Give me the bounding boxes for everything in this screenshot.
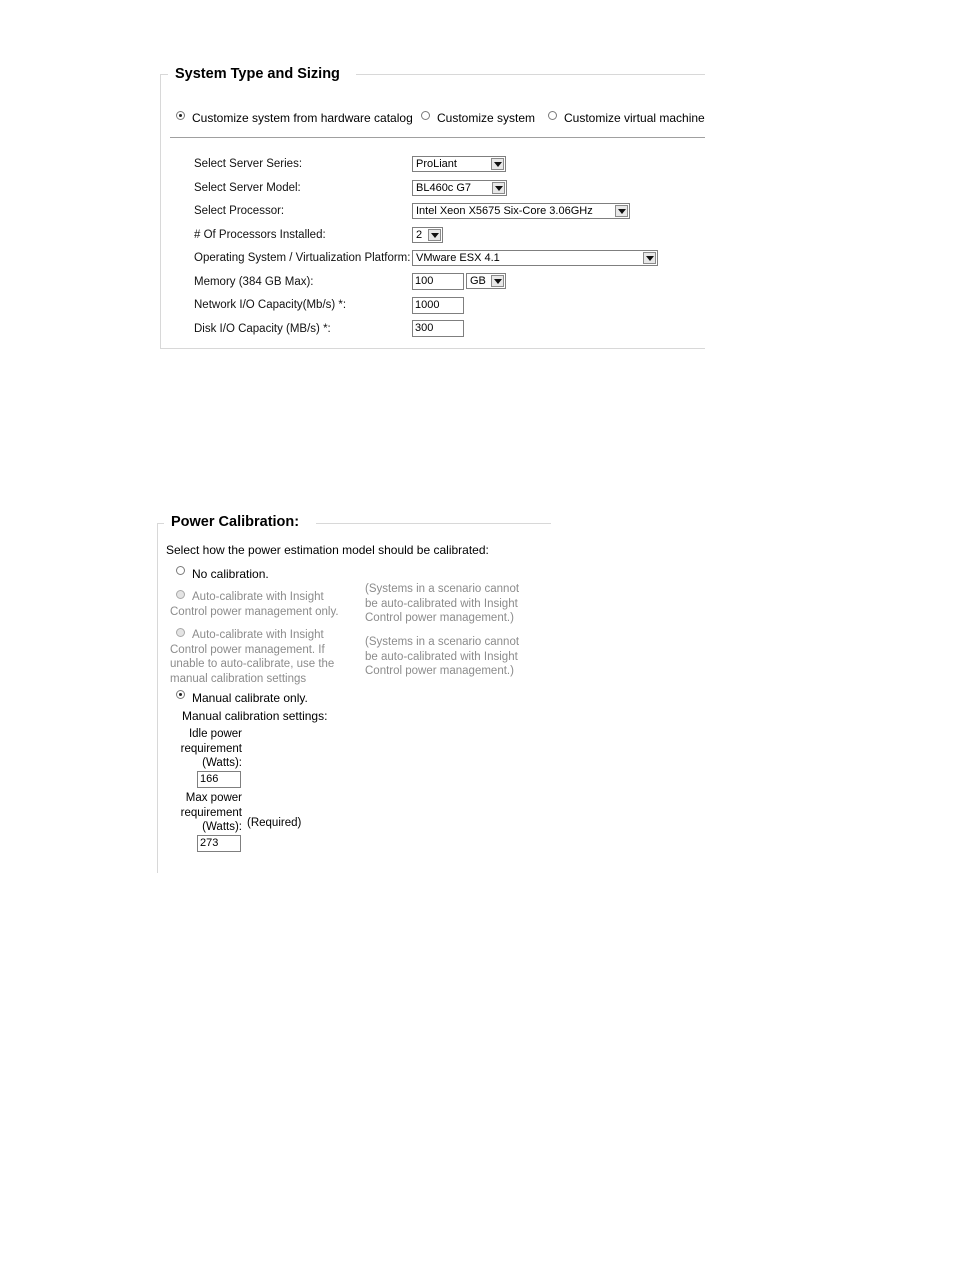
memory-label: Memory (384 GB Max): — [194, 276, 314, 288]
max-power-label — [160, 791, 242, 835]
note-line: (Systems in a scenario cannot — [365, 636, 520, 648]
chevron-down-icon[interactable] — [643, 252, 656, 264]
mode-radio-customize-system[interactable] — [421, 111, 430, 120]
sizing-frame-left — [160, 74, 161, 349]
server-model-value: BL460c G7 — [416, 182, 472, 194]
disk-io-input[interactable]: 300 — [412, 320, 464, 337]
processors-installed-select[interactable] — [412, 227, 443, 243]
processor-select[interactable] — [412, 203, 630, 219]
auto-calibrate-only-note — [365, 582, 519, 626]
memory-input[interactable]: 100 — [412, 273, 464, 290]
max-label-line: (Watts): — [202, 821, 242, 833]
power-prompt: Select how the power estimation model should be calibrated: — [166, 543, 489, 557]
note-line: be auto-calibrated with Insight — [365, 597, 518, 610]
mode-divider — [170, 137, 705, 138]
note-line: (Systems in a scenario cannot — [365, 583, 520, 595]
sizing-frame-top-right — [356, 74, 705, 75]
idle-power-label — [160, 727, 242, 771]
idle-label-line: (Watts): — [202, 757, 242, 769]
required-note: (Required) — [247, 817, 302, 829]
manual-calibrate-label[interactable]: Manual calibrate only. — [192, 691, 308, 705]
os-platform-label: Operating System / Virtualization Platform: — [194, 252, 411, 264]
mode-label-customize-system[interactable]: Customize system — [437, 111, 536, 125]
sizing-title: System Type and Sizing — [175, 66, 340, 82]
max-power-input[interactable]: 273 — [197, 835, 241, 852]
os-platform-select[interactable] — [412, 250, 658, 266]
auto-calibrate-only-label — [170, 590, 360, 619]
server-model-select[interactable] — [412, 180, 507, 196]
auto-calibrate-fallback-label — [170, 628, 360, 686]
disk-io-label: Disk I/O Capacity (MB/s) *: — [194, 323, 331, 335]
no-calibration-radio[interactable] — [176, 566, 185, 575]
mode-radio-hardware-catalog[interactable] — [176, 111, 185, 120]
processors-installed-value: 2 — [416, 229, 423, 241]
sizing-frame-top-left — [160, 74, 168, 75]
auto-calibrate-only-line2: Control power management only. — [170, 605, 339, 618]
memory-unit-select[interactable] — [466, 273, 506, 289]
chevron-down-icon[interactable] — [491, 275, 504, 287]
auto-calibrate-only-line1: Auto-calibrate with Insight — [192, 591, 324, 603]
server-series-label: Select Server Series: — [194, 158, 303, 170]
network-io-label: Network I/O Capacity(Mb/s) *: — [194, 299, 347, 311]
processor-value: Intel Xeon X5675 Six-Core 3.06GHz — [416, 205, 593, 217]
manual-calibrate-radio[interactable] — [176, 690, 185, 699]
os-platform-value: VMware ESX 4.1 — [416, 252, 500, 264]
auto-fallback-line1: Auto-calibrate with Insight — [192, 629, 324, 641]
mode-label-customize-vm[interactable]: Customize virtual machine — [564, 111, 705, 125]
memory-unit-value: GB — [470, 275, 486, 287]
server-series-select[interactable] — [412, 156, 506, 172]
chevron-down-icon[interactable] — [615, 205, 628, 217]
power-frame-top-left — [157, 523, 164, 524]
server-series-value: ProLiant — [416, 158, 457, 170]
mode-label-hardware-catalog[interactable]: Customize system from hardware catalog — [192, 111, 413, 125]
processors-installed-label: # Of Processors Installed: — [194, 229, 326, 241]
idle-label-line: Idle power — [188, 728, 242, 740]
mode-radio-customize-vm[interactable] — [548, 111, 557, 120]
idle-label-line: requirement — [180, 742, 242, 755]
auto-calibrate-fallback-note — [365, 635, 519, 679]
max-label-line: Max power — [185, 792, 242, 804]
power-frame-left — [157, 523, 158, 873]
max-label-line: requirement — [180, 806, 242, 819]
auto-fallback-line3: unable to auto-calibrate, use the — [170, 658, 335, 670]
sizing-frame-bottom — [160, 348, 705, 349]
auto-fallback-line4: manual calibration settings — [170, 672, 307, 685]
chevron-down-icon[interactable] — [492, 182, 505, 194]
note-line: be auto-calibrated with Insight — [365, 650, 518, 663]
manual-settings-heading: Manual calibration settings: — [182, 709, 328, 723]
network-io-input[interactable]: 1000 — [412, 297, 464, 314]
chevron-down-icon[interactable] — [428, 229, 441, 241]
server-model-label: Select Server Model: — [194, 182, 301, 194]
auto-fallback-line2: Control power management. If — [170, 643, 325, 656]
processor-label: Select Processor: — [194, 205, 285, 217]
chevron-down-icon[interactable] — [491, 158, 504, 170]
note-line: Control power management.) — [365, 665, 514, 677]
idle-power-input[interactable]: 166 — [197, 771, 241, 788]
note-line: Control power management.) — [365, 612, 514, 624]
power-frame-top-right — [316, 523, 551, 524]
no-calibration-label[interactable]: No calibration. — [192, 567, 269, 581]
power-title: Power Calibration: — [171, 514, 300, 530]
